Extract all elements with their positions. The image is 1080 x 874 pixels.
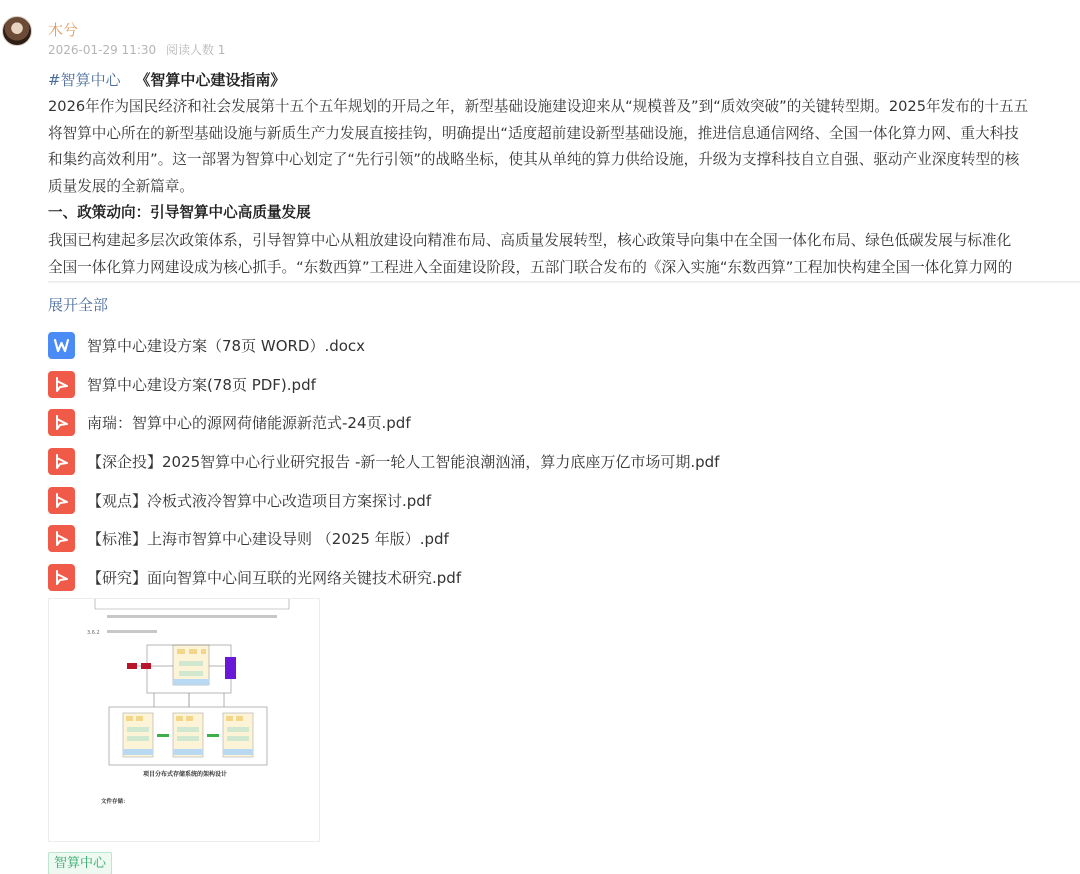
post-meta xyxy=(48,41,225,58)
post-body xyxy=(48,94,1080,227)
body-paragraph-line: 我国已构建起多层次政策体系，引导智算中心从粗放建设向精准布局、高质量发展转型，核心政策导向集中在全国一体化布局、绿色低碳发展与标准化 xyxy=(48,232,1012,249)
pdf-icon xyxy=(48,564,75,591)
topic-tag[interactable]: 智算中心 xyxy=(48,852,112,874)
attachment-name: 【深企投】2025智算中心行业研究报告 -新一轮人工智能浪潮汹涌，算力底座万亿市场可期.pdf xyxy=(87,452,720,471)
architecture-diagram-thumbnail xyxy=(49,599,320,842)
attachment-name: 【观点】冷板式液冷智算中心改造项目方案探讨.pdf xyxy=(87,491,432,510)
section-heading: 一、政策动向：引导智算中心高质量发展 xyxy=(48,204,311,221)
attachment-item[interactable] xyxy=(48,442,719,481)
hashtag-link[interactable]: #智算中心 xyxy=(48,71,121,89)
pdf-icon xyxy=(48,448,75,475)
diagram-note: 文件存储： xyxy=(101,799,129,805)
attachment-item[interactable] xyxy=(48,365,719,404)
expand-all-link[interactable]: 展开全部 xyxy=(48,296,109,314)
body-paragraph-line: 2026年作为国民经济和社会发展第十五个五年规划的开局之年，新型基础设施建设迎来从“规模普及”到“质效突破”的关键转型期。2025年发布的十五五 xyxy=(48,98,1029,115)
diagram-caption: 项目分布式存储系统的架构设计 xyxy=(142,771,228,778)
pdf-icon xyxy=(48,371,75,398)
author-avatar[interactable] xyxy=(2,16,32,46)
author-name[interactable]: 木兮 xyxy=(48,21,79,39)
pdf-icon xyxy=(48,409,75,436)
attachment-name: 智算中心建设方案(78页 PDF).pdf xyxy=(87,375,316,394)
body-paragraph-line: 质量发展的全新篇章。 xyxy=(48,177,194,195)
attachment-name: 智算中心建设方案（78页 WORD）.docx xyxy=(87,336,366,355)
truncation-fade xyxy=(48,281,1080,284)
read-count: 阅读人数 1 xyxy=(165,43,226,57)
body-paragraph-line: 全国一体化算力网建设成为核心抓手。“东数西算”工程进入全面建设阶段，五部门联合发布的《深入实施“东数西算”工程加快构建全国一体化算力网的 xyxy=(48,258,1013,276)
pdf-icon xyxy=(48,487,75,514)
attachment-name: 【标准】上海市智算中心建设导则 （2025 年版）.pdf xyxy=(87,530,449,549)
attachment-name: 【研究】面向智算中心间互联的光网络关键技术研究.pdf xyxy=(87,568,462,587)
attachment-name: 南瑞：智算中心的源网荷储能源新范式-24页.pdf xyxy=(87,414,411,433)
attachment-item[interactable] xyxy=(48,326,719,365)
post-body-clipped xyxy=(48,228,1080,281)
attachment-item[interactable] xyxy=(48,481,719,520)
pdf-icon xyxy=(48,525,75,552)
body-paragraph-line: 将智算中心所在的新型基础设施与新质生产力发展直接挂钩，明确提出“适度超前建设新型基础设施，推进信息通信网络、全国一体化算力网、重大科技 xyxy=(48,124,1019,142)
post-date: 2026-01-29 11:30 xyxy=(48,43,157,57)
attachment-item[interactable] xyxy=(48,558,719,597)
post-title-line xyxy=(48,69,285,90)
attachment-list xyxy=(48,326,719,597)
post-title: 《智算中心建设指南》 xyxy=(135,71,286,89)
diagram-section-number: 3.6.2 xyxy=(87,630,100,636)
word-doc-icon xyxy=(48,332,75,359)
body-paragraph-line: 和集约高效利用”。这一部署为智算中心划定了“先行引领”的战略坐标，使其从单纯的算力供给设施，升级为支撑科技自立自强、驱动产业深度转型的核 xyxy=(48,151,1020,168)
document-preview-image[interactable] xyxy=(48,598,320,842)
attachment-item[interactable] xyxy=(48,519,719,558)
attachment-item[interactable] xyxy=(48,403,719,442)
